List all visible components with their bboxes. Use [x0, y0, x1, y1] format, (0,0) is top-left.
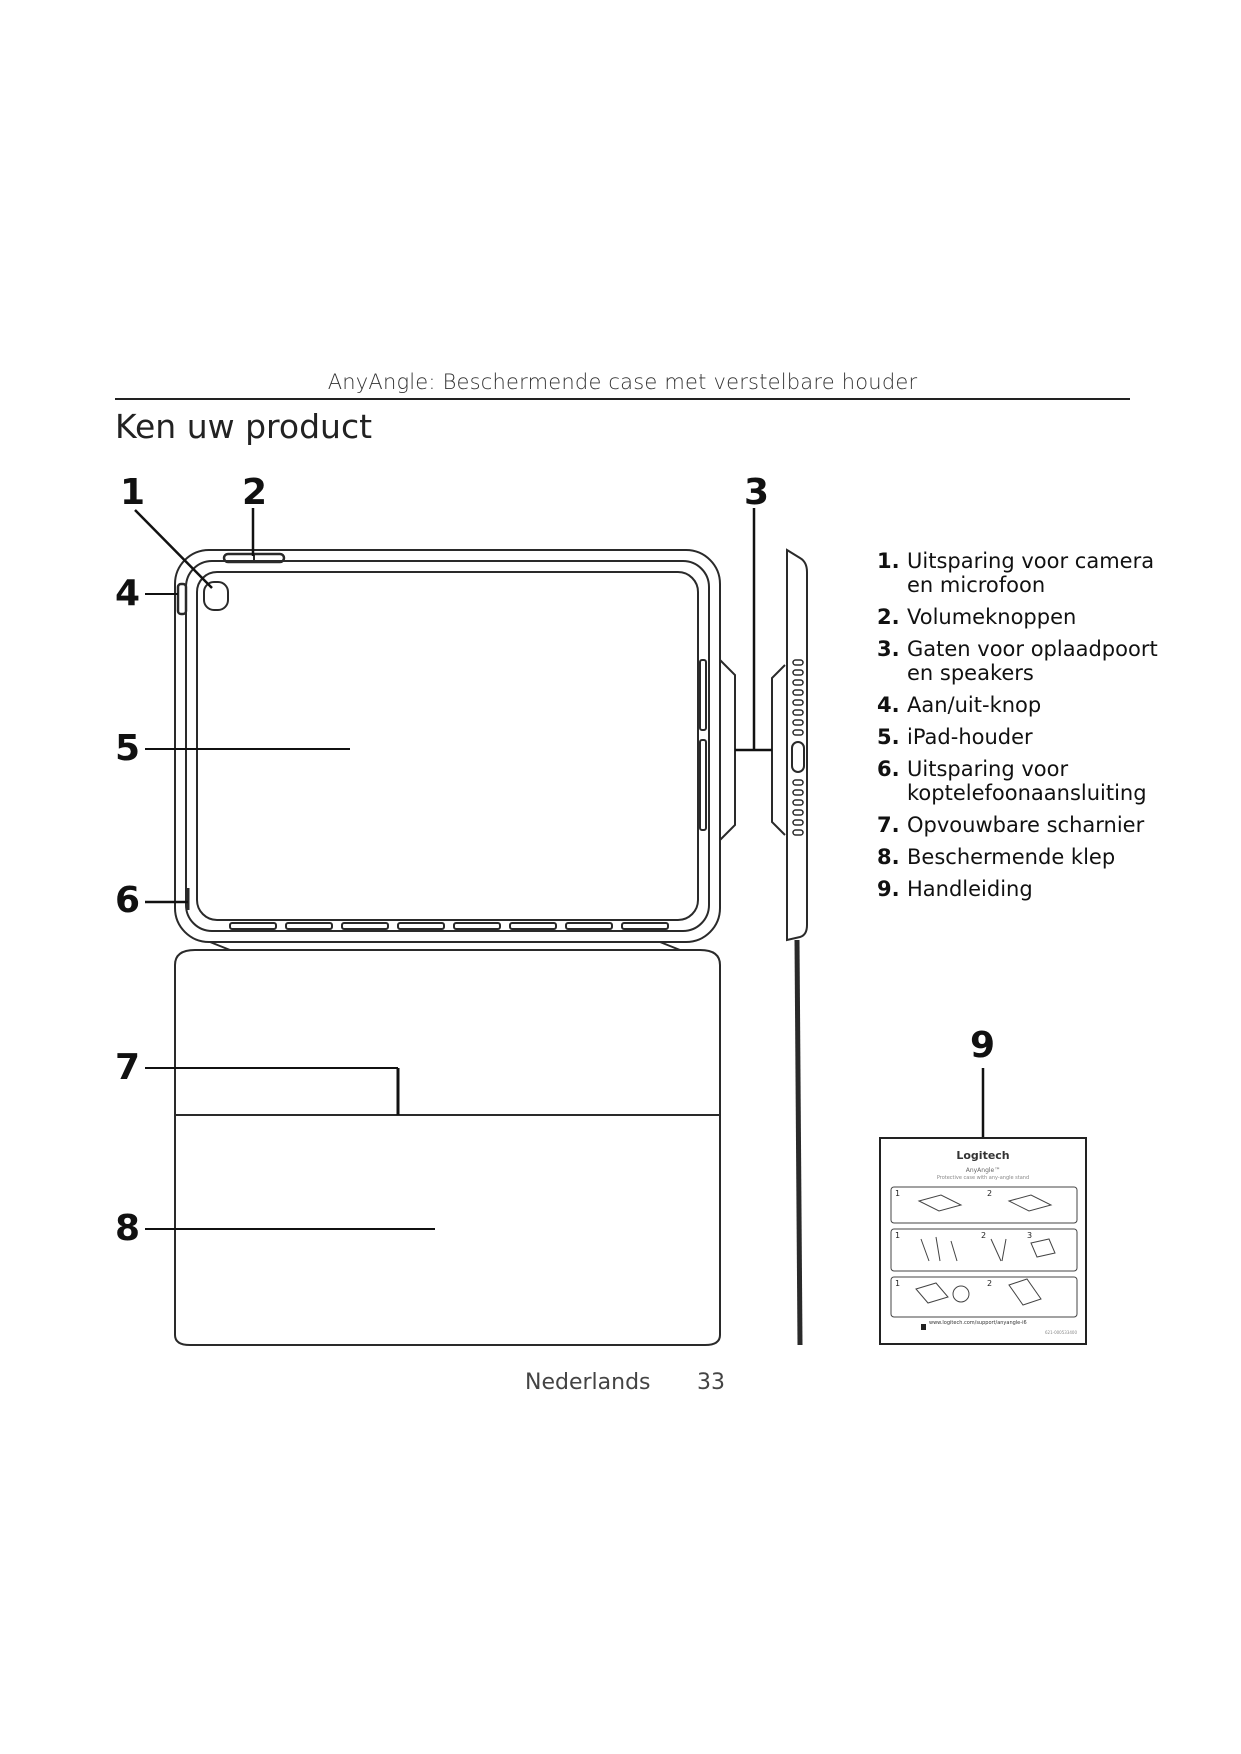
manual-step: 2 [987, 1279, 993, 1288]
side-view-cover [797, 940, 800, 1345]
manual-step: 3 [1027, 1231, 1033, 1240]
callout-1: 1 [120, 472, 146, 513]
hinge-bracket-right [772, 665, 785, 835]
legend-list [877, 549, 1177, 909]
hinge-bracket-left [720, 660, 735, 840]
manual-step: 2 [981, 1231, 987, 1240]
ipad-holder-frame [175, 550, 720, 942]
header-text: AnyAngle: Beschermende case met verstelbare houder [327, 370, 918, 394]
legend-item: 8. Beschermende klep [877, 845, 1116, 869]
section-title: Ken uw product [115, 407, 373, 446]
power-button [178, 584, 186, 614]
legend-item: 7. Opvouwbare scharnier [877, 813, 1145, 837]
manual-code: 621-000533400 [1045, 1330, 1077, 1335]
manual-illustrations [881, 1139, 1085, 1343]
manual-subtitle: Protective case with any-angle stand [936, 1175, 1030, 1181]
manual-step: 1 [895, 1279, 901, 1288]
bottom-tabs [230, 923, 668, 929]
manual-step: 1 [895, 1231, 901, 1240]
manual-thumbnail [879, 1137, 1087, 1345]
manual-url: www.logitech.com/support/anyangle-i6 [929, 1320, 1027, 1326]
legend-item: 5. iPad-houder [877, 725, 1033, 749]
ipad-holder-inner [186, 561, 709, 931]
legend-item: 4. Aan/uit-knop [877, 693, 1042, 717]
callout-4: 4 [115, 573, 141, 614]
callout-9: 9 [970, 1025, 996, 1066]
footer-language: Nederlands [525, 1370, 651, 1395]
ipad-screen-opening [197, 572, 698, 920]
manual-logo: Logitech [956, 1149, 1010, 1162]
legend-item: 3. Gaten voor oplaadpoort en speakers [877, 637, 1158, 685]
callout-6: 6 [115, 880, 141, 921]
manual-product-name: AnyAngle™ [965, 1167, 1001, 1174]
callout-2: 2 [242, 472, 268, 513]
page-number: 33 [697, 1370, 725, 1395]
speaker-holes [792, 660, 804, 835]
camera-cutout [204, 582, 228, 610]
callout-5: 5 [115, 728, 141, 769]
callout-8: 8 [115, 1208, 141, 1249]
legend-item: 9. Handleiding [877, 877, 1033, 901]
manual-step: 2 [987, 1189, 993, 1198]
callout-3: 3 [744, 472, 770, 513]
callout-7: 7 [115, 1047, 141, 1088]
legend-item: 6. Uitsparing voor koptelefoonaansluiting [877, 757, 1147, 805]
manual-step: 1 [895, 1189, 901, 1198]
protective-cover [175, 950, 720, 1345]
legend-item: 1. Uitsparing voor camera en microfoon [877, 549, 1155, 597]
leader-1 [135, 510, 212, 588]
legend-item: 2. Volumeknoppen [877, 605, 1077, 629]
